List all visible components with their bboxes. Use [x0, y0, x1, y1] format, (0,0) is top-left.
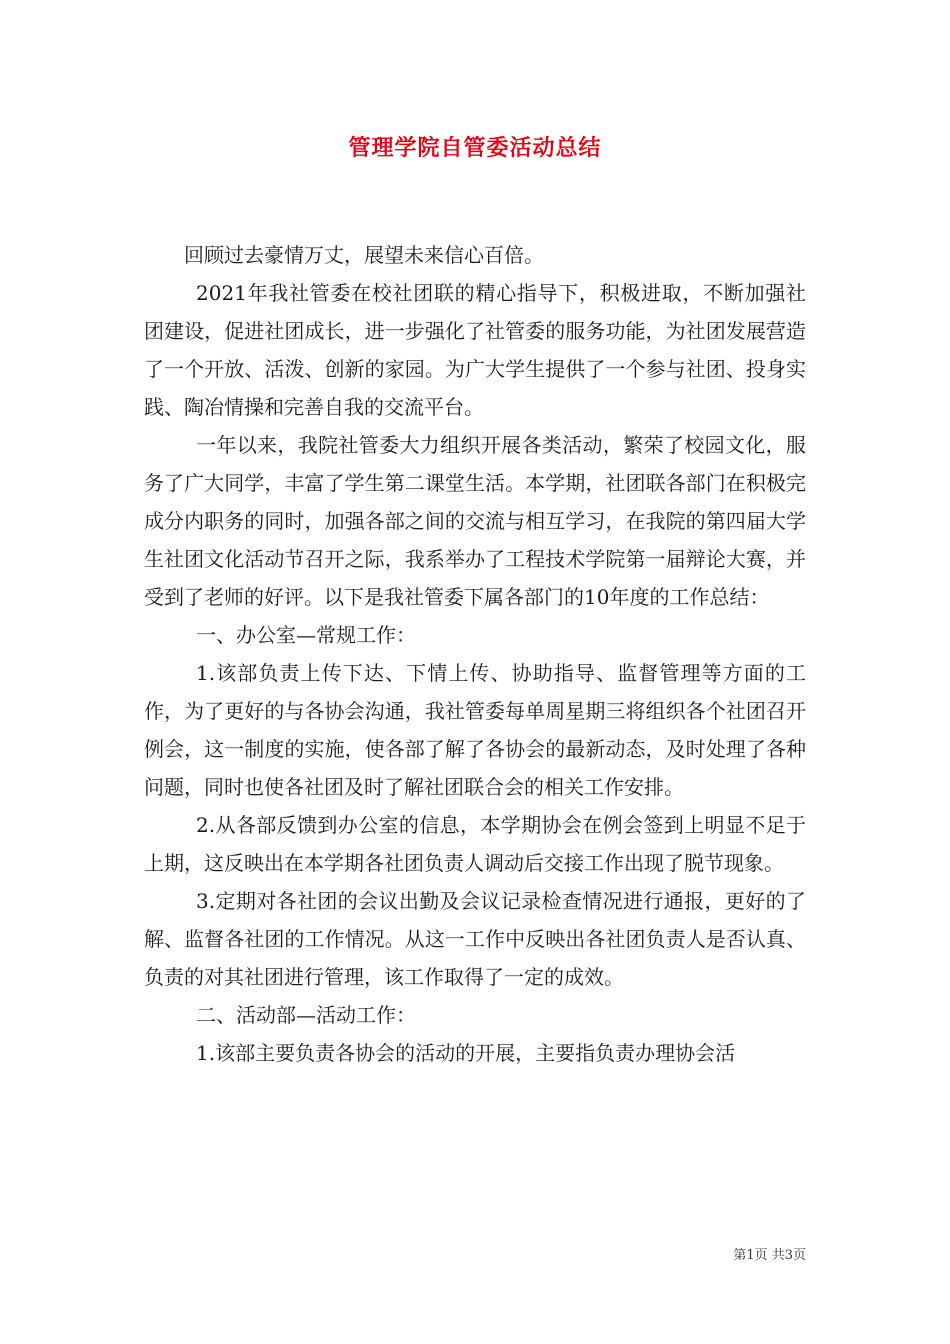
paragraph-intro: 回顾过去豪情万丈，展望未来信心百倍。	[184, 243, 544, 267]
paragraph-activity-item-1: 1.该部主要负责各协会的活动的开展，主要指负责办理协会活	[196, 1041, 736, 1065]
paragraph-office-item-1: 1.该部负责上传下达、下情上传、协助指导、监督管理等方面的工作，为了更好的与各协会沟通，我社管委每单周星期三将组织各个社团召开例会，这一制度的实施，使各部了解了各协会的最新动态，及时处理了各种问题，同时也使各社团及时了解社团联合会的相关工作安排。	[144, 661, 806, 799]
paragraph-office-item-3: 3.定期对各社团的会议出勤及会议记录检查情况进行通报，更好的了解、监督各社团的工作情况。从这一工作中反映出各社团负责人是否认真、负责的对其社团进行管理，该工作取得了一定的成效。	[144, 889, 806, 989]
paragraph-year-overview: 一年以来，我院社管委大力组织开展各类活动，繁荣了校园文化，服务了广大同学，丰富了学生第二课堂生活。本学期，社团联各部门在积极完成分内职务的同时，加强各部之间的交流与相互学习，在我院的第四届大学生社团文化活动节召开之际，我系举办了工程技术学院第一届辩论大赛，并受到了老师的好评。以下是我社管委下属各部门的10年度的工作总结：	[144, 433, 806, 609]
section-heading-activity: 二、活动部—活动工作：	[196, 1003, 416, 1027]
document-title: 管理学院自管委活动总结	[348, 135, 602, 161]
page-number-footer: 第1页 共3页	[733, 1248, 806, 1263]
paragraph-office-item-2: 2.从各部反馈到办公室的信息，本学期协会在例会签到上明显不足于上期，这反映出在本学期各社团负责人调动后交接工作出现了脱节现象。	[144, 813, 806, 875]
document-body	[144, 236, 806, 1072]
paragraph-2021-summary: 2021年我社管委在校社团联的精心指导下，积极进取，不断加强社团建设，促进社团成长，进一步强化了社管委的服务功能，为社团发展营造了一个开放、活泼、创新的家园。为广大学生提供了一个参与社团、投身实践、陶冶情操和完善自我的交流平台。	[144, 281, 806, 419]
section-heading-office: 一、办公室—常规工作：	[196, 623, 416, 647]
